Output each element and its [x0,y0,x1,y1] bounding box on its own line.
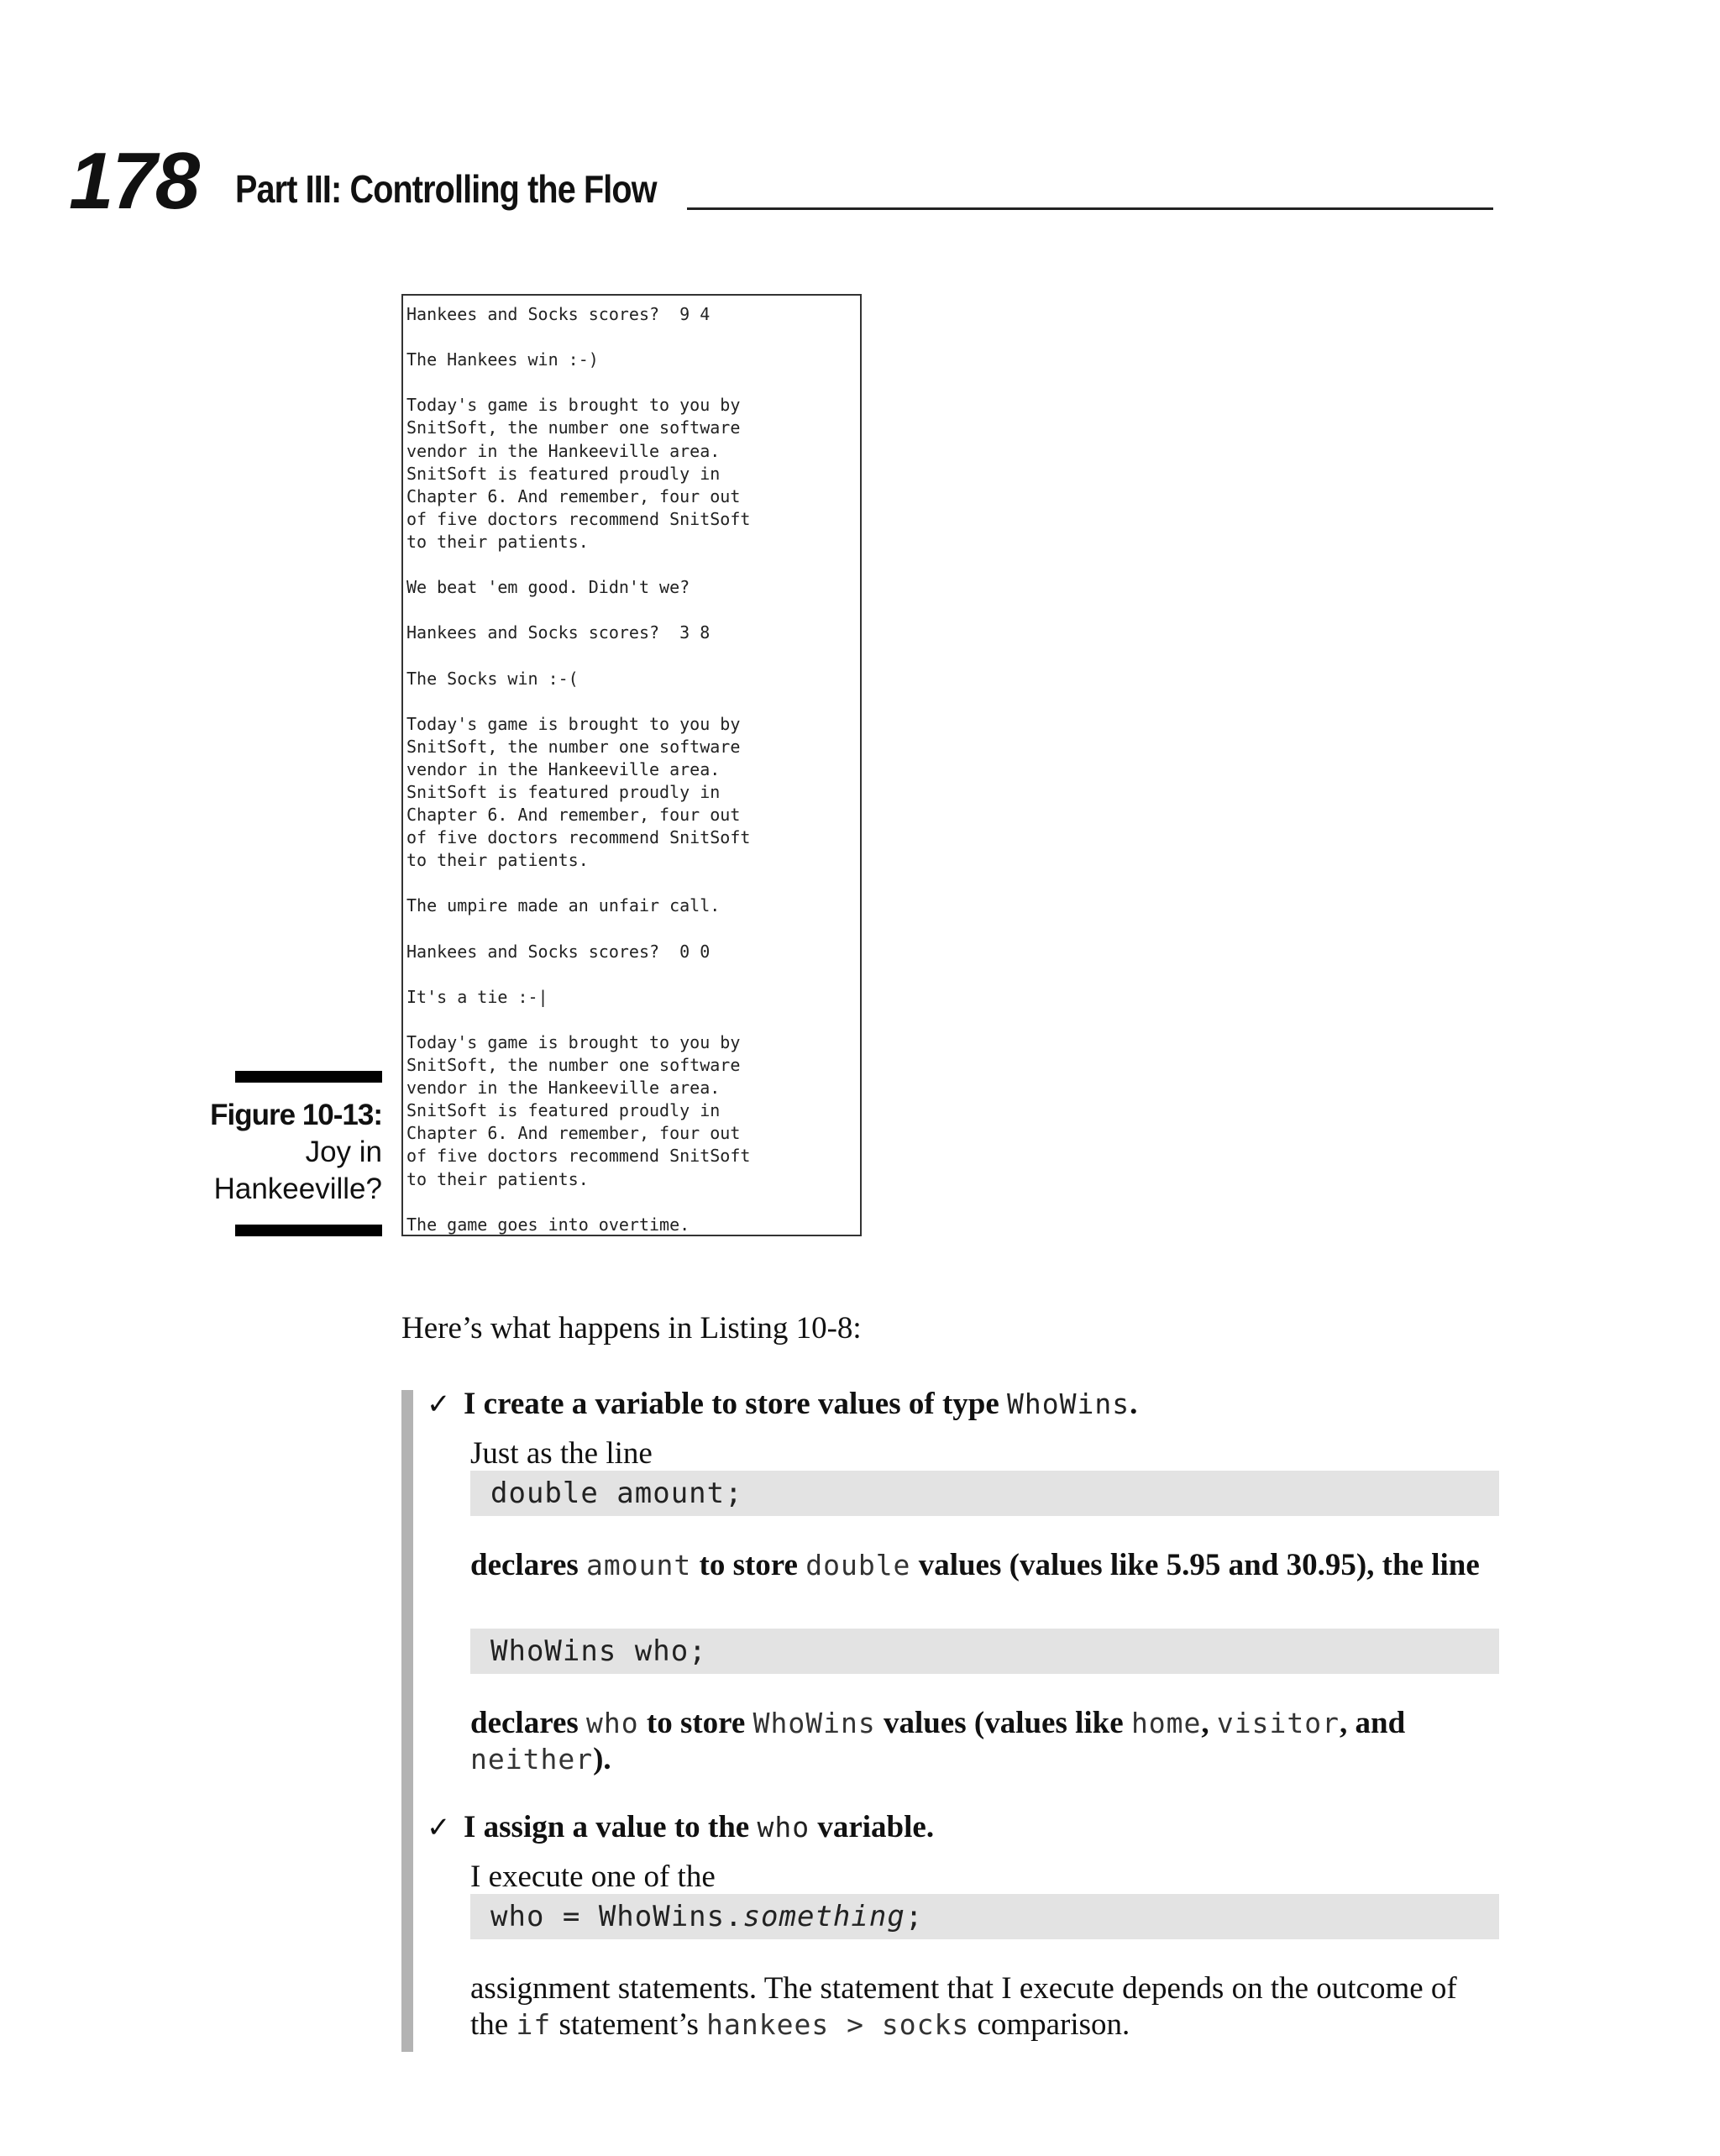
paragraph: I execute one of the [470,1860,716,1894]
code-block: double amount; [470,1471,1499,1516]
code-block: WhoWins who; [470,1629,1499,1674]
code-block [470,1894,1499,1939]
bullet-heading-end: variable. [810,1810,935,1844]
console-line: Chapter 6. And remember, four out [406,805,741,826]
paragraph [470,1547,1499,1583]
part-title: Part III: Controlling the Flow [235,167,657,211]
figure-label: Figure 10-13: [210,1099,382,1131]
console-line: It's a tie :-| [406,986,548,1007]
console-line: The Socks win :-( [406,668,579,689]
text-run: ). [593,1742,611,1776]
caption-rule-top [235,1071,382,1083]
console-line: to their patients. [406,1168,589,1189]
console-line: The umpire made an unfair call. [406,895,721,916]
check-icon: ✓ [427,1812,451,1844]
inline-code: WhoWins [752,1707,876,1739]
inline-code: WhoWins [1007,1387,1130,1420]
console-line: SnitSoft, the number one software [406,736,741,757]
console-line: Today's game is brought to you by [406,395,741,416]
inline-code: amount [586,1549,692,1582]
console-output [403,296,860,1236]
text-run: , and [1340,1706,1406,1740]
bullet-heading-text: I assign a value to the [464,1810,758,1844]
figure-caption-line: Joy in [305,1136,382,1168]
text-run: to store [638,1706,753,1740]
inline-code: who [586,1707,639,1739]
text-run: statement’s [551,2007,707,2042]
console-line: Chapter 6. And remember, four out [406,485,741,506]
console-line: The game goes into overtime. [406,1214,690,1235]
bullet-heading-text: I create a variable to store values of type [464,1387,1008,1421]
console-line: Hankees and Socks scores? 3 8 [406,622,711,643]
text-run: comparison. [969,2007,1130,2042]
console-line: SnitSoft, the number one software [406,417,741,438]
console-line: Hankees and Socks scores? 9 4 [406,304,711,324]
header-rule [687,207,1493,210]
figure-caption [168,1097,382,1208]
console-line: SnitSoft is featured proudly in [406,781,721,802]
console-line: of five doctors recommend SnitSoft [406,827,751,848]
text-run: declares [470,1706,587,1740]
console-line: We beat 'em good. Didn't we? [406,577,690,598]
console-line: to their patients. [406,531,589,552]
console-line: The Hankees win :-) [406,349,599,370]
code-placeholder: something [742,1900,905,1933]
paragraph [470,1705,1499,1777]
inline-code: double [805,1549,911,1582]
text-run: values (values like [875,1706,1131,1740]
console-line: of five doctors recommend SnitSoft [406,508,751,529]
console-line: Chapter 6. And remember, four out [406,1123,741,1144]
console-line: Today's game is brought to you by [406,713,741,734]
inline-code: who [757,1811,810,1844]
paragraph: Just as the line [470,1436,653,1471]
page-number: 178 [69,136,199,226]
console-line: vendor in the Hankeeville area. [406,440,721,461]
inline-code: home [1130,1707,1202,1739]
console-line: vendor in the Hankeeville area. [406,758,721,779]
intro-paragraph: Here’s what happens in Listing 10-8: [401,1311,862,1346]
list-side-bar [401,1390,413,2052]
code-run: ; [905,1900,924,1933]
text-run: values (values like 5.95 and 30.95), the line [910,1548,1480,1582]
console-line: SnitSoft, the number one software [406,1055,741,1076]
console-line: Hankees and Socks scores? 0 0 [406,941,711,962]
console-screenshot [401,294,862,1236]
console-line: vendor in the Hankeeville area. [406,1078,721,1099]
caption-rule-bottom [235,1225,382,1236]
code-run: who = WhoWins. [490,1900,743,1933]
console-line: of five doctors recommend SnitSoft [406,1146,751,1167]
console-line: Today's game is brought to you by [406,1032,741,1052]
bullet-heading [427,1809,934,1847]
check-icon: ✓ [427,1389,451,1420]
inline-code: if [516,2008,552,2041]
text-run: assignment statements. The statement that I execute depends on the outcome of the [470,1971,1457,2042]
text-run: , [1201,1706,1217,1740]
paragraph [470,1970,1499,2043]
text-run: to store [691,1548,806,1582]
bullet-heading-end: . [1130,1387,1138,1421]
inline-code: neither [470,1743,594,1776]
console-line: SnitSoft is featured proudly in [406,463,721,484]
console-line: SnitSoft is featured proudly in [406,1100,721,1121]
inline-code: hankees > socks [706,2008,970,2041]
console-line: to their patients. [406,850,589,871]
text-run: declares [470,1548,587,1582]
bullet-heading [427,1386,1137,1424]
figure-caption-line: Hankeeville? [213,1172,382,1205]
inline-code: visitor [1216,1707,1340,1739]
